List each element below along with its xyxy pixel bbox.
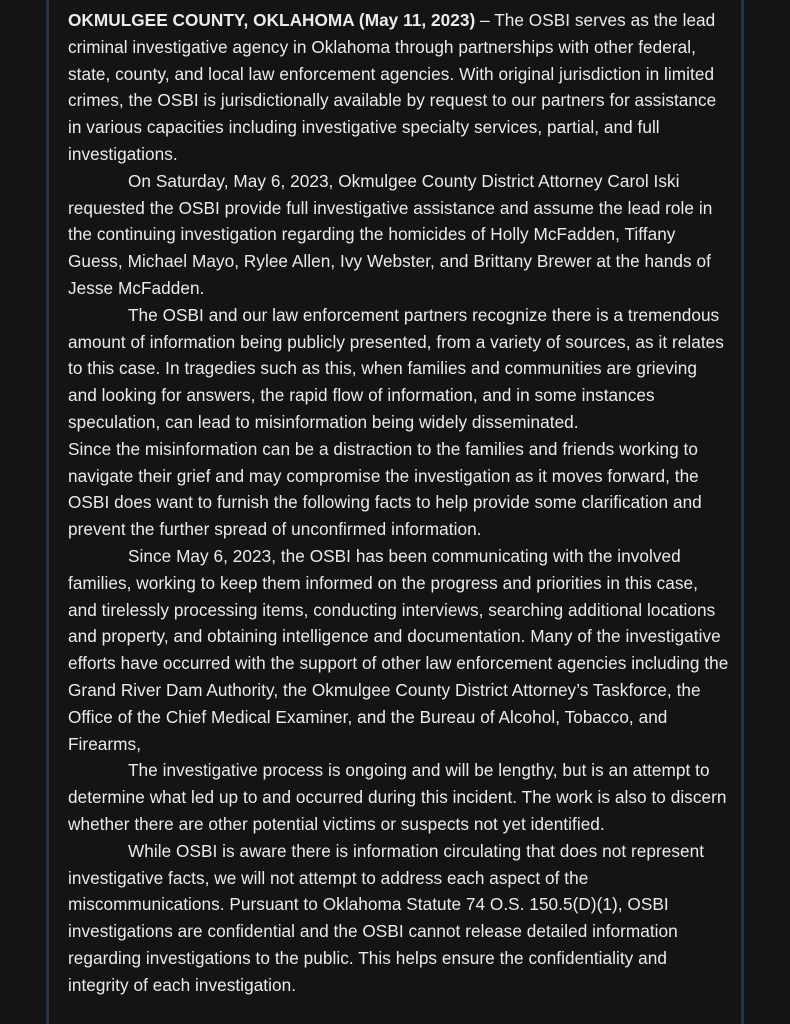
paragraph-information: The OSBI and our law enforcement partners recognize there is a tremendous amount of information being publicly presented, from a variety of sources, as it relates to this case. In tragedies such as this, when families and communities are grieving and looking for answers, the rapid flow of information, and in some instances speculation, can lead to misinformation being widely disseminated. bbox=[68, 304, 724, 432]
intro-text: – The OSBI serves as the lead criminal investigative agency in Oklahoma through partnerships with other federal, state, county, and local law enforcement agencies. With original jurisdiction in limited crimes, the OSBI is jurisdictionally available by request to our partners for assistance in various capacities including investigative specialty services, partial, and full investigations. bbox=[68, 10, 717, 164]
paragraph-confidentiality: While OSBI is aware there is information circulating that does not represent investigative facts, we will not attempt to address each aspect of the miscommunications. Pursuant to Oklahoma Statute 74 O.S. 150.5(D)(1), OSBI investigations are confidential and the OSBI cannot release detailed information regarding investigations to the public. This helps ensure the confidentiality and integrity of each investigation. bbox=[68, 840, 705, 995]
paragraph-intro bbox=[68, 7, 730, 168]
dateline: OKMULGEE COUNTY, OKLAHOMA (May 11, 2023) bbox=[68, 10, 476, 30]
paragraph-misinformation: Since the misinformation can be a distraction to the families and friends working to navigate their grief and may compromise the investigation as it moves forward, the OSBI does want to furnish the following facts to help provide some clarification and prevent the further spread of unconfirmed information. bbox=[68, 438, 702, 540]
right-border bbox=[741, 0, 744, 1024]
paragraph-efforts: Since May 6, 2023, the OSBI has been communicating with the involved families, working to keep them informed on the progress and priorities in this case, and tirelessly processing items, conducting interviews, searching additional locations and property, and obtaining intelligence and documentation. Many of the investigative efforts have occurred with the support of other law enforcement agencies including the Grand River Dam Authority, the Okmulgee County District Attorney’s Taskforce, the Office of the Chief Medical Examiner, and the Bureau of Alcohol, Tobacco, and Firearms, bbox=[68, 545, 729, 754]
press-release-body bbox=[68, 7, 730, 998]
left-border bbox=[46, 0, 49, 1024]
paragraph-request: On Saturday, May 6, 2023, Okmulgee County District Attorney Carol Iski requested the OSBI provide full investigative assistance and assume the lead role in the continuing investigation regarding the homicides of Holly McFadden, Tiffany Guess, Michael Mayo, Rylee Allen, Ivy Webster, and Brittany Brewer at the hands of Jesse McFadden. bbox=[68, 170, 713, 298]
paragraph-process: The investigative process is ongoing and will be lengthy, but is an attempt to determine what led up to and occurred during this incident. The work is also to discern whether there are other potential victims or suspects not yet identified. bbox=[68, 760, 727, 834]
